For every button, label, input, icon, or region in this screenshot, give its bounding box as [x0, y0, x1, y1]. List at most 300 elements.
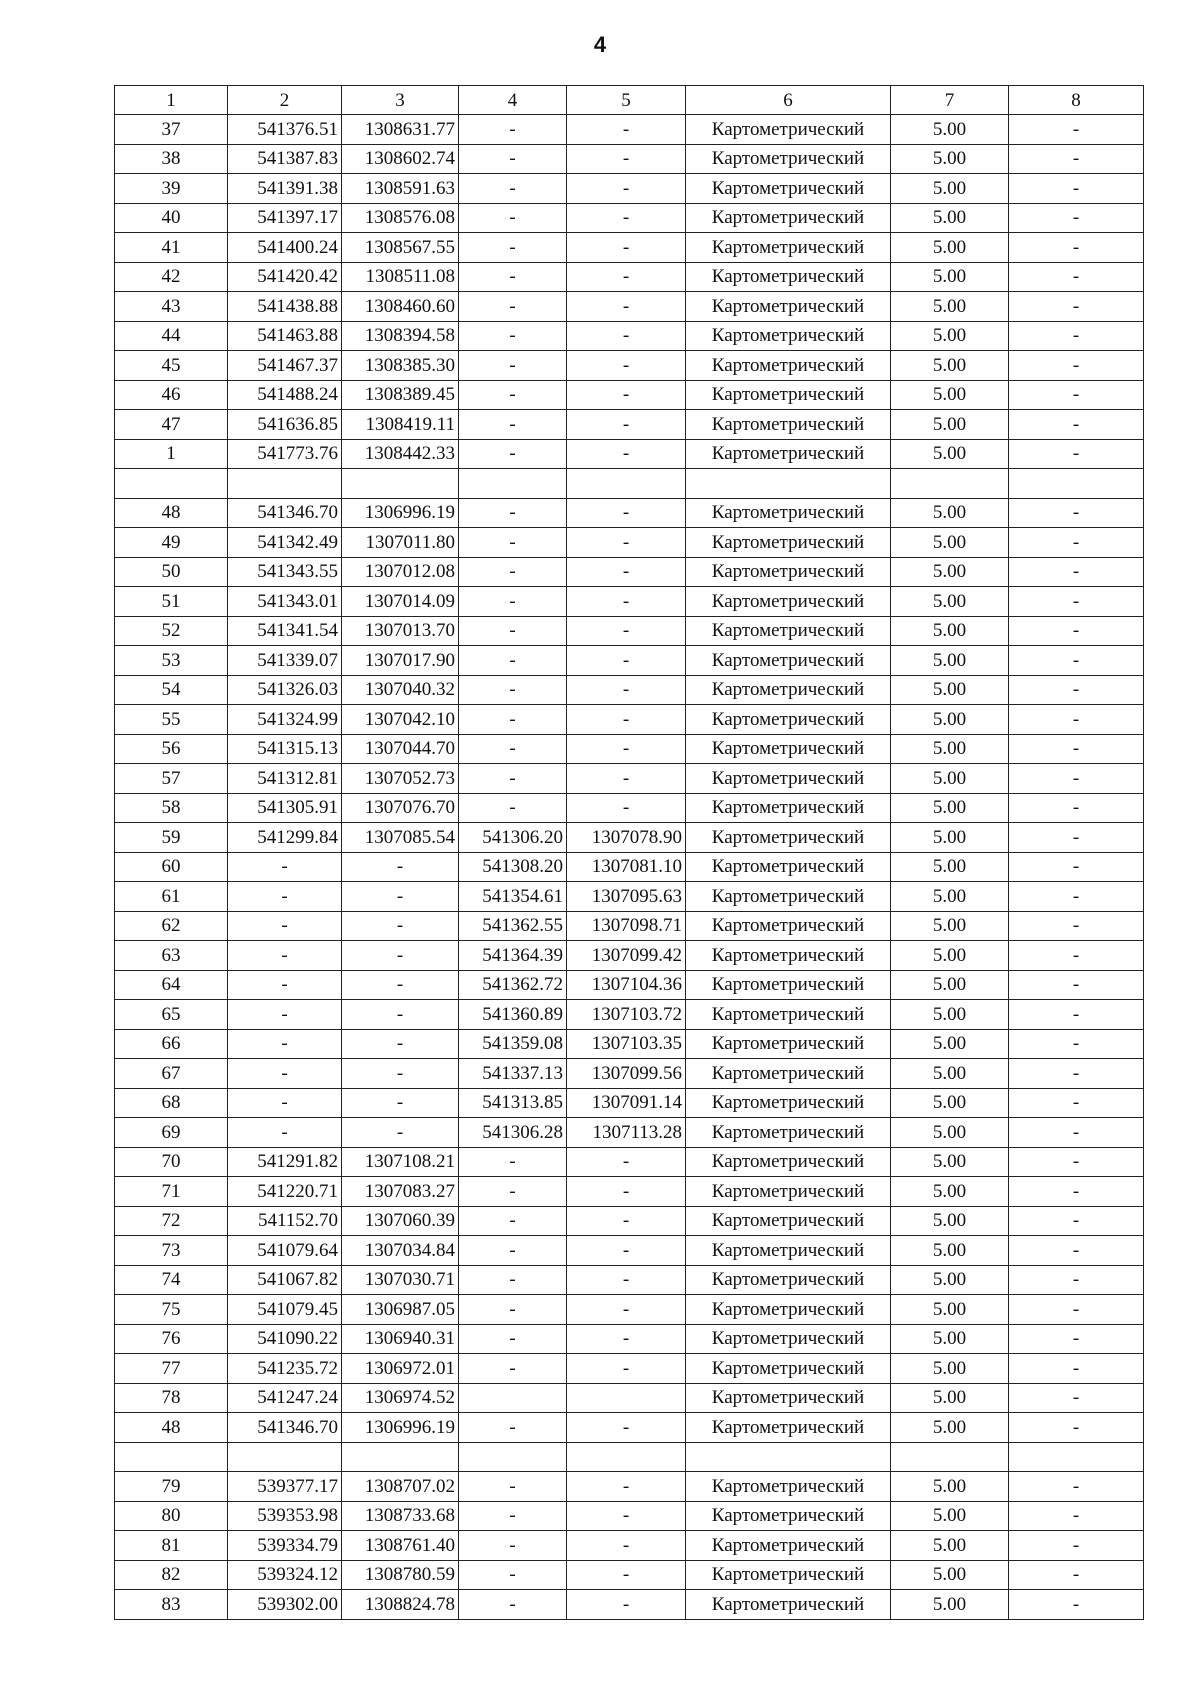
y-new-cell: 1307104.36	[567, 970, 686, 1000]
note-cell: -	[1009, 1590, 1144, 1620]
accuracy-cell: 5.00	[891, 823, 1009, 853]
point-number-cell: 63	[115, 941, 228, 971]
y-coord-cell: 1308567.55	[342, 233, 459, 263]
table-row	[115, 1383, 1144, 1413]
x-new-cell: -	[459, 1501, 567, 1531]
y-new-cell: -	[567, 321, 686, 351]
accuracy-cell: 5.00	[891, 498, 1009, 528]
method-cell: Картометрический	[686, 734, 891, 764]
note-cell: -	[1009, 1383, 1144, 1413]
y-new-cell: -	[567, 203, 686, 233]
accuracy-cell: 5.00	[891, 1560, 1009, 1590]
y-new-cell	[567, 1383, 686, 1413]
table-row	[115, 115, 1144, 145]
x-new-cell: -	[459, 587, 567, 617]
y-new-cell: -	[567, 1501, 686, 1531]
table-row	[115, 439, 1144, 469]
y-coord-cell: 1307083.27	[342, 1177, 459, 1207]
x-coord-cell: 541235.72	[228, 1354, 342, 1384]
point-number-cell: 52	[115, 616, 228, 646]
y-new-cell: -	[567, 498, 686, 528]
x-new-cell: 541308.20	[459, 852, 567, 882]
table-separator-row	[115, 1442, 1144, 1472]
table-row	[115, 1590, 1144, 1620]
table-row	[115, 1324, 1144, 1354]
accuracy-cell: 5.00	[891, 1059, 1009, 1089]
accuracy-cell: 5.00	[891, 1413, 1009, 1443]
y-new-cell: 1307095.63	[567, 882, 686, 912]
x-new-cell: -	[459, 793, 567, 823]
x-new-cell: -	[459, 557, 567, 587]
note-cell: -	[1009, 1472, 1144, 1502]
table-row	[115, 380, 1144, 410]
point-number-cell: 74	[115, 1265, 228, 1295]
accuracy-cell: 5.00	[891, 587, 1009, 617]
note-cell: -	[1009, 498, 1144, 528]
method-cell: Картометрический	[686, 1059, 891, 1089]
accuracy-cell: 5.00	[891, 351, 1009, 381]
note-cell: -	[1009, 380, 1144, 410]
point-number-cell: 56	[115, 734, 228, 764]
y-new-cell: -	[567, 144, 686, 174]
x-coord-cell: 541299.84	[228, 823, 342, 853]
y-coord-cell: 1306996.19	[342, 498, 459, 528]
method-cell	[686, 469, 891, 499]
y-new-cell: -	[567, 1324, 686, 1354]
method-cell: Картометрический	[686, 1206, 891, 1236]
y-coord-cell: 1307011.80	[342, 528, 459, 558]
method-cell: Картометрический	[686, 764, 891, 794]
x-new-cell: -	[459, 1147, 567, 1177]
method-cell: Картометрический	[686, 174, 891, 204]
table-row	[115, 351, 1144, 381]
point-number-cell: 64	[115, 970, 228, 1000]
accuracy-cell: 5.00	[891, 616, 1009, 646]
x-new-cell: -	[459, 705, 567, 735]
coordinates-table	[114, 85, 1144, 1620]
method-cell: Картометрический	[686, 705, 891, 735]
y-new-cell: -	[567, 233, 686, 263]
accuracy-cell: 5.00	[891, 144, 1009, 174]
table-row	[115, 1472, 1144, 1502]
note-cell: -	[1009, 174, 1144, 204]
y-new-cell: -	[567, 1590, 686, 1620]
point-number-cell: 76	[115, 1324, 228, 1354]
x-new-cell: -	[459, 1560, 567, 1590]
accuracy-cell: 5.00	[891, 675, 1009, 705]
x-new-cell: 541313.85	[459, 1088, 567, 1118]
note-cell: -	[1009, 292, 1144, 322]
point-number-cell: 81	[115, 1531, 228, 1561]
x-new-cell: -	[459, 646, 567, 676]
note-cell: -	[1009, 557, 1144, 587]
y-new-cell: 1307091.14	[567, 1088, 686, 1118]
x-coord-cell	[228, 469, 342, 499]
x-new-cell: 541362.55	[459, 911, 567, 941]
y-coord-cell: 1306996.19	[342, 1413, 459, 1443]
x-coord-cell: 541315.13	[228, 734, 342, 764]
point-number-cell: 67	[115, 1059, 228, 1089]
y-coord-cell: -	[342, 1088, 459, 1118]
x-coord-cell: 541220.71	[228, 1177, 342, 1207]
accuracy-cell: 5.00	[891, 734, 1009, 764]
method-cell: Картометрический	[686, 646, 891, 676]
y-new-cell: 1307103.72	[567, 1000, 686, 1030]
point-number-cell: 48	[115, 1413, 228, 1443]
x-new-cell: 541354.61	[459, 882, 567, 912]
table-row	[115, 557, 1144, 587]
accuracy-cell: 5.00	[891, 1177, 1009, 1207]
note-cell: -	[1009, 1206, 1144, 1236]
x-coord-cell: 541079.45	[228, 1295, 342, 1325]
note-cell: -	[1009, 1029, 1144, 1059]
accuracy-cell: 5.00	[891, 911, 1009, 941]
x-new-cell: 541306.28	[459, 1118, 567, 1148]
y-coord-cell: 1308602.74	[342, 144, 459, 174]
point-number-cell: 70	[115, 1147, 228, 1177]
x-coord-cell: -	[228, 941, 342, 971]
accuracy-cell: 5.00	[891, 233, 1009, 263]
table-header-row	[115, 86, 1144, 115]
point-number-cell: 62	[115, 911, 228, 941]
method-cell: Картометрический	[686, 882, 891, 912]
table-row	[115, 1088, 1144, 1118]
point-number-cell: 41	[115, 233, 228, 263]
x-new-cell: -	[459, 1265, 567, 1295]
note-cell: -	[1009, 321, 1144, 351]
point-number-cell: 39	[115, 174, 228, 204]
accuracy-cell: 5.00	[891, 970, 1009, 1000]
point-number-cell: 61	[115, 882, 228, 912]
x-new-cell: 541306.20	[459, 823, 567, 853]
y-new-cell: -	[567, 1206, 686, 1236]
note-cell: -	[1009, 823, 1144, 853]
table-row	[115, 262, 1144, 292]
table-row	[115, 233, 1144, 263]
method-cell: Картометрический	[686, 1177, 891, 1207]
x-new-cell: -	[459, 528, 567, 558]
point-number-cell: 45	[115, 351, 228, 381]
table-row	[115, 1118, 1144, 1148]
point-number-cell: 72	[115, 1206, 228, 1236]
x-coord-cell: 541391.38	[228, 174, 342, 204]
y-new-cell: -	[567, 1177, 686, 1207]
point-number-cell: 80	[115, 1501, 228, 1531]
point-number-cell: 54	[115, 675, 228, 705]
table-row	[115, 705, 1144, 735]
method-cell: Картометрический	[686, 616, 891, 646]
point-number-cell: 78	[115, 1383, 228, 1413]
note-cell: -	[1009, 115, 1144, 145]
y-coord-cell: -	[342, 1000, 459, 1030]
y-new-cell: -	[567, 528, 686, 558]
x-coord-cell: 541463.88	[228, 321, 342, 351]
y-new-cell	[567, 469, 686, 499]
method-cell: Картометрический	[686, 1531, 891, 1561]
y-new-cell: -	[567, 1560, 686, 1590]
x-coord-cell: 541387.83	[228, 144, 342, 174]
header-cell: 4	[459, 86, 567, 115]
note-cell: -	[1009, 587, 1144, 617]
note-cell: -	[1009, 351, 1144, 381]
table-row	[115, 1413, 1144, 1443]
accuracy-cell: 5.00	[891, 174, 1009, 204]
y-new-cell: -	[567, 587, 686, 617]
x-coord-cell: -	[228, 911, 342, 941]
note-cell: -	[1009, 1147, 1144, 1177]
method-cell: Картометрический	[686, 410, 891, 440]
y-coord-cell: 1308442.33	[342, 439, 459, 469]
accuracy-cell: 5.00	[891, 528, 1009, 558]
header-cell: 3	[342, 86, 459, 115]
table-row	[115, 1501, 1144, 1531]
point-number-cell	[115, 469, 228, 499]
x-coord-cell: 541341.54	[228, 616, 342, 646]
accuracy-cell: 5.00	[891, 1295, 1009, 1325]
y-coord-cell: -	[342, 1118, 459, 1148]
y-new-cell: -	[567, 262, 686, 292]
note-cell: -	[1009, 1354, 1144, 1384]
method-cell: Картометрический	[686, 970, 891, 1000]
accuracy-cell: 5.00	[891, 793, 1009, 823]
accuracy-cell: 5.00	[891, 203, 1009, 233]
table-row	[115, 852, 1144, 882]
note-cell: -	[1009, 764, 1144, 794]
table-row	[115, 734, 1144, 764]
x-coord-cell: 541291.82	[228, 1147, 342, 1177]
x-new-cell: -	[459, 1206, 567, 1236]
table-row	[115, 764, 1144, 794]
point-number-cell: 48	[115, 498, 228, 528]
x-new-cell: -	[459, 734, 567, 764]
x-new-cell: -	[459, 410, 567, 440]
x-new-cell: -	[459, 1531, 567, 1561]
x-new-cell: -	[459, 764, 567, 794]
table-row	[115, 1000, 1144, 1030]
method-cell: Картометрический	[686, 911, 891, 941]
x-coord-cell: -	[228, 882, 342, 912]
x-coord-cell: 541247.24	[228, 1383, 342, 1413]
accuracy-cell: 5.00	[891, 646, 1009, 676]
accuracy-cell: 5.00	[891, 1029, 1009, 1059]
y-coord-cell: 1307012.08	[342, 557, 459, 587]
y-coord-cell: 1308576.08	[342, 203, 459, 233]
x-coord-cell: 539324.12	[228, 1560, 342, 1590]
y-coord-cell: 1308707.02	[342, 1472, 459, 1502]
y-coord-cell: 1307044.70	[342, 734, 459, 764]
x-coord-cell: 541376.51	[228, 115, 342, 145]
accuracy-cell: 5.00	[891, 1147, 1009, 1177]
method-cell: Картометрический	[686, 1501, 891, 1531]
accuracy-cell: 5.00	[891, 557, 1009, 587]
y-new-cell: 1307099.42	[567, 941, 686, 971]
x-new-cell: -	[459, 1295, 567, 1325]
y-coord-cell: 1307013.70	[342, 616, 459, 646]
point-number-cell: 73	[115, 1236, 228, 1266]
note-cell: -	[1009, 882, 1144, 912]
x-coord-cell: 541067.82	[228, 1265, 342, 1295]
y-coord-cell: 1306974.52	[342, 1383, 459, 1413]
x-coord-cell: 541305.91	[228, 793, 342, 823]
y-coord-cell: 1308394.58	[342, 321, 459, 351]
x-coord-cell: 539377.17	[228, 1472, 342, 1502]
accuracy-cell: 5.00	[891, 941, 1009, 971]
table-separator-row	[115, 469, 1144, 499]
y-coord-cell: -	[342, 1029, 459, 1059]
method-cell: Картометрический	[686, 1029, 891, 1059]
y-new-cell: -	[567, 1147, 686, 1177]
method-cell: Картометрический	[686, 1383, 891, 1413]
x-coord-cell: 541090.22	[228, 1324, 342, 1354]
point-number-cell: 49	[115, 528, 228, 558]
table-row	[115, 882, 1144, 912]
y-coord-cell: -	[342, 970, 459, 1000]
note-cell: -	[1009, 1501, 1144, 1531]
method-cell: Картометрический	[686, 144, 891, 174]
x-new-cell: 541337.13	[459, 1059, 567, 1089]
method-cell: Картометрический	[686, 1560, 891, 1590]
y-new-cell: 1307078.90	[567, 823, 686, 853]
y-coord-cell: 1307040.32	[342, 675, 459, 705]
y-new-cell: 1307099.56	[567, 1059, 686, 1089]
y-coord-cell	[342, 469, 459, 499]
x-new-cell: -	[459, 1590, 567, 1620]
x-coord-cell: 541342.49	[228, 528, 342, 558]
method-cell: Картометрический	[686, 1147, 891, 1177]
x-new-cell: -	[459, 1413, 567, 1443]
accuracy-cell: 5.00	[891, 1531, 1009, 1561]
method-cell: Картометрический	[686, 1472, 891, 1502]
y-coord-cell: 1308460.60	[342, 292, 459, 322]
y-new-cell: -	[567, 734, 686, 764]
point-number-cell: 66	[115, 1029, 228, 1059]
note-cell: -	[1009, 233, 1144, 263]
accuracy-cell: 5.00	[891, 1383, 1009, 1413]
x-new-cell: 541364.39	[459, 941, 567, 971]
method-cell: Картометрический	[686, 528, 891, 558]
method-cell: Картометрический	[686, 1295, 891, 1325]
x-coord-cell: -	[228, 1000, 342, 1030]
x-coord-cell: 541343.55	[228, 557, 342, 587]
method-cell: Картометрический	[686, 233, 891, 263]
point-number-cell: 75	[115, 1295, 228, 1325]
y-coord-cell: 1308824.78	[342, 1590, 459, 1620]
note-cell: -	[1009, 1413, 1144, 1443]
table-row	[115, 675, 1144, 705]
y-coord-cell: 1308761.40	[342, 1531, 459, 1561]
method-cell	[686, 1442, 891, 1472]
point-number-cell: 51	[115, 587, 228, 617]
header-cell: 5	[567, 86, 686, 115]
x-new-cell: -	[459, 144, 567, 174]
point-number-cell: 83	[115, 1590, 228, 1620]
accuracy-cell: 5.00	[891, 882, 1009, 912]
accuracy-cell	[891, 469, 1009, 499]
method-cell: Картометрический	[686, 1265, 891, 1295]
method-cell: Картометрический	[686, 587, 891, 617]
y-coord-cell: -	[342, 941, 459, 971]
y-coord-cell: 1307017.90	[342, 646, 459, 676]
point-number-cell: 38	[115, 144, 228, 174]
table-row	[115, 144, 1144, 174]
accuracy-cell: 5.00	[891, 764, 1009, 794]
y-coord-cell: 1307030.71	[342, 1265, 459, 1295]
table-row	[115, 203, 1144, 233]
point-number-cell: 37	[115, 115, 228, 145]
note-cell: -	[1009, 911, 1144, 941]
note-cell: -	[1009, 793, 1144, 823]
y-new-cell: -	[567, 1354, 686, 1384]
note-cell: -	[1009, 203, 1144, 233]
point-number-cell: 65	[115, 1000, 228, 1030]
y-new-cell: -	[567, 705, 686, 735]
x-coord-cell: 541339.07	[228, 646, 342, 676]
note-cell	[1009, 1442, 1144, 1472]
table-row	[115, 1177, 1144, 1207]
x-new-cell: -	[459, 1324, 567, 1354]
x-new-cell: -	[459, 616, 567, 646]
table-row	[115, 1354, 1144, 1384]
table-row	[115, 1265, 1144, 1295]
y-new-cell: -	[567, 410, 686, 440]
note-cell: -	[1009, 1531, 1144, 1561]
x-coord-cell: -	[228, 1029, 342, 1059]
method-cell: Картометрический	[686, 203, 891, 233]
x-new-cell: -	[459, 233, 567, 263]
x-coord-cell: 541079.64	[228, 1236, 342, 1266]
table-row	[115, 174, 1144, 204]
note-cell: -	[1009, 144, 1144, 174]
y-coord-cell: -	[342, 911, 459, 941]
x-coord-cell: 541636.85	[228, 410, 342, 440]
y-new-cell: 1307103.35	[567, 1029, 686, 1059]
note-cell: -	[1009, 970, 1144, 1000]
accuracy-cell: 5.00	[891, 1000, 1009, 1030]
x-coord-cell: 541152.70	[228, 1206, 342, 1236]
y-new-cell: -	[567, 439, 686, 469]
point-number-cell: 58	[115, 793, 228, 823]
y-coord-cell: 1308385.30	[342, 351, 459, 381]
method-cell: Картометрический	[686, 351, 891, 381]
x-coord-cell: 541397.17	[228, 203, 342, 233]
note-cell: -	[1009, 616, 1144, 646]
table-row	[115, 587, 1144, 617]
y-new-cell: -	[567, 115, 686, 145]
x-new-cell: 541359.08	[459, 1029, 567, 1059]
accuracy-cell: 5.00	[891, 380, 1009, 410]
x-new-cell: 541362.72	[459, 970, 567, 1000]
point-number-cell: 43	[115, 292, 228, 322]
y-new-cell: -	[567, 1413, 686, 1443]
x-new-cell: -	[459, 675, 567, 705]
x-coord-cell: 541326.03	[228, 675, 342, 705]
accuracy-cell	[891, 1442, 1009, 1472]
header-cell: 7	[891, 86, 1009, 115]
point-number-cell: 46	[115, 380, 228, 410]
y-new-cell: -	[567, 764, 686, 794]
table-body	[115, 86, 1144, 1620]
x-new-cell: -	[459, 262, 567, 292]
accuracy-cell: 5.00	[891, 292, 1009, 322]
method-cell: Картометрический	[686, 1413, 891, 1443]
x-coord-cell: 541773.76	[228, 439, 342, 469]
x-coord-cell: 541343.01	[228, 587, 342, 617]
table-row	[115, 1560, 1144, 1590]
x-coord-cell: 541312.81	[228, 764, 342, 794]
accuracy-cell: 5.00	[891, 1206, 1009, 1236]
note-cell: -	[1009, 705, 1144, 735]
point-number-cell: 44	[115, 321, 228, 351]
